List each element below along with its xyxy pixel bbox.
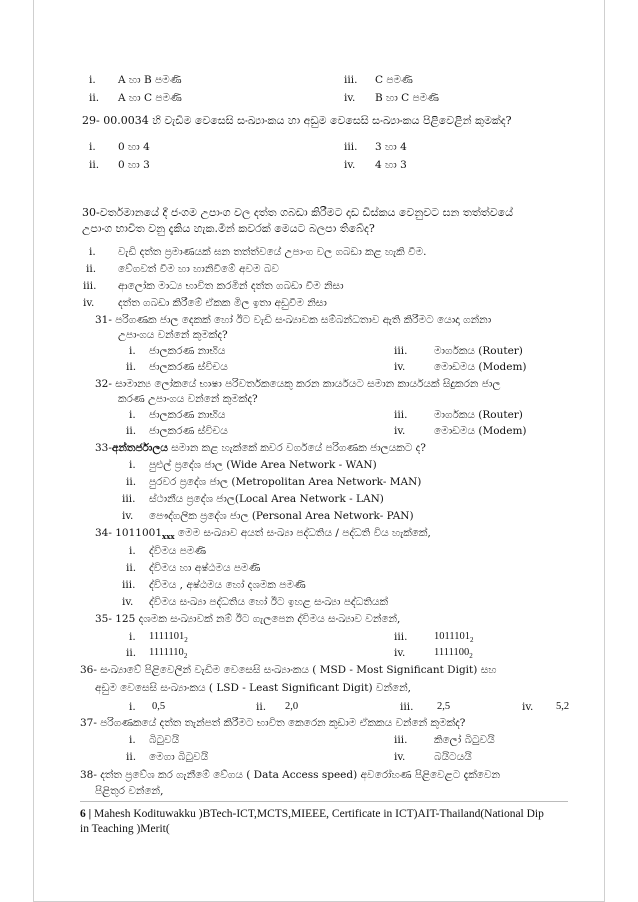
option-value: $1111100_2$ — [434, 647, 473, 661]
option-roman: i. — [129, 701, 136, 713]
option-roman: iii. — [344, 141, 358, 153]
option-roman: iv. — [122, 596, 134, 608]
question-text: 32- සාමාන්‍ය ලෝකයේ භාෂා පරිවර්තකයෙකු කරන කාර්යයට සමාන කාර්යයක් සිදුකරන ජාල — [95, 378, 501, 390]
option-roman: i. — [129, 545, 136, 557]
question-keyword: අන්තර්ජාලය — [111, 442, 168, 454]
option-roman: iv. — [394, 425, 406, 437]
option-roman: i. — [129, 734, 136, 746]
option-roman: iii. — [83, 280, 97, 292]
question-text: 35- 125 දශමක සංඛ්‍යාවක් නම් ඊට ගැලපෙන ද්විමය සංඛ්‍යාව වන්නේ, — [95, 613, 401, 625]
option-roman: iv. — [522, 701, 534, 713]
option-roman: iv. — [394, 751, 406, 763]
question-text — [95, 526, 431, 540]
option-text: ද්විමය , අෂ්ඨමය හෝ දශමක පමණි — [149, 579, 306, 591]
option-text: වැඩි දත්ත ප්‍රමාණයක් ඝන තත්ත්වයේ උපාංග වල ගබඩා කළ හැකි වීම. — [118, 246, 427, 258]
option-text: පුළුල් ප්‍රදේශ ජාල (Wide Area Network - WAN) — [149, 459, 377, 471]
question-rest: සමාන කළ හැක්කේ කවර වර්ගයේ පරිගණක ජාලයකට ද? — [167, 442, 426, 454]
option-text: ජාලකරණ නාභිය — [149, 409, 226, 421]
q28-option-text: A හා C පමණි — [118, 92, 182, 104]
option-roman: iii. — [122, 579, 136, 591]
option-text: 0 හා 3 — [118, 159, 150, 171]
option-roman: i. — [129, 409, 136, 421]
option-roman: iii. — [394, 734, 408, 746]
option-text: 0,5 — [152, 701, 166, 712]
question-rest: මෙම සංඛ්‍යාව අයත් සංඛ්‍යා පද්ධතිය / පද්ධති විය හැක්කේ, — [174, 527, 431, 539]
question-text: උපාංග භාවිත වනු දැකිය හැක.මින් කවරක් මෙයට බලපා තිබේද? — [82, 222, 375, 235]
option-text: ද්විමය සංඛ්‍යා පද්ධතිය හෝ ඊට ඉහළ සංඛ්‍යා පද්ධතියක් — [149, 596, 388, 608]
option-text: මාර්ගකය (Router) — [434, 345, 523, 357]
option-text: පුරවර ප්‍රදේශ ජාල (Metropolitan Area Network- MAN) — [149, 476, 422, 488]
option-roman: iii. — [400, 701, 414, 713]
base-subscript: xxx — [162, 532, 175, 542]
option-roman: i. — [129, 459, 136, 471]
option-text: ජාලකරණ ස්විචය — [149, 361, 228, 373]
question-text: 37- පරිගණකයේ දත්ත තැන්පත් කිරීමට භාවිත කෙරෙන කුඩාම ඒකකය වන්නේ කුමක්ද? — [80, 717, 466, 729]
option-roman: iii. — [394, 409, 408, 421]
option-text: ආලෝක මාධ්‍ය භාවිත කරමින් දත්ත ගබඩා වීම නිසා — [118, 280, 344, 292]
question-text: පිළිතුර වන්නේ, — [95, 785, 164, 797]
q28-option-roman: iii. — [344, 74, 358, 86]
option-roman: iv. — [344, 159, 356, 171]
question-text: 30-වර්තමානයේ දී ජංගම උපාංග වල දත්ත ගබඩා කිරීමට දෘඩ ඩිස්කය වෙනුවට ඝන තත්ත්වයේ — [82, 206, 514, 219]
option-roman: ii. — [126, 476, 137, 488]
option-roman: iii. — [394, 631, 408, 643]
option-roman: iii. — [394, 345, 408, 357]
footer-author-cont: in Teaching )Merit( — [80, 823, 170, 835]
option-text: 5,2 — [556, 701, 570, 712]
option-text: 3 හා 4 — [375, 141, 407, 153]
option-value: $1111101_2$ — [149, 631, 188, 645]
option-roman: i. — [89, 141, 96, 153]
option-text: ද්විමය පමණි — [149, 545, 207, 557]
option-roman: i. — [129, 631, 136, 643]
option-roman: ii. — [126, 361, 137, 373]
option-text: 2,5 — [437, 701, 451, 712]
option-roman: iii. — [122, 493, 136, 505]
option-roman: ii. — [126, 425, 137, 437]
q28-option-roman: i. — [89, 74, 96, 86]
footer-author: Mahesh Kodituwakku )BTech-ICT,MCTS,MIEEE, Certificate in ICT)AIT-Thailand(National Dip — [91, 808, 544, 820]
question-text: 31- පරිගණක ජාල දෙකක් හෝ ඊට වැඩි සංඛ්‍යාවක සම්බන්ධතාව ඇති කිරීමට යොදා ගන්නා — [95, 314, 492, 326]
option-value: $1011101_2$ — [434, 631, 474, 645]
question-text: 36- සංඛ්‍යාවේ පිළිවෙලින් වැඩිම වෙසෙසි සංඛ්‍යාංකය ( MSD - Most Significant Digit) සහ — [80, 664, 497, 676]
option-text: මෙගා බිටුවයි — [149, 751, 209, 763]
option-text: 4 හා 3 — [375, 159, 407, 171]
option-value: $1111110_2$ — [149, 647, 188, 661]
page-number: 6 | — [80, 808, 92, 820]
option-text: මොඩමය (Modem) — [434, 425, 527, 437]
option-text: කිලෝ බිටුවයි — [434, 734, 495, 746]
question-number: 34- 1011001 — [95, 527, 163, 539]
option-roman: ii. — [126, 751, 137, 763]
page-footer — [80, 807, 570, 837]
question-text — [95, 441, 426, 455]
option-roman: iv. — [122, 510, 134, 522]
option-roman: iv. — [394, 647, 406, 659]
option-roman: i. — [129, 345, 136, 357]
question-text: කරණ උපාංගය වන්නේ කුමක්ද? — [118, 393, 258, 405]
option-text: පෞද්ගලික ප්‍රදේශ ජාල (Personal Area Network- PAN) — [149, 510, 414, 522]
question-number: 33- — [95, 442, 112, 454]
q28-option-text: C පමණි — [375, 74, 413, 86]
option-text: 0 හා 4 — [118, 141, 150, 153]
option-roman: ii. — [126, 647, 137, 659]
option-roman: iv. — [394, 361, 406, 373]
option-roman: iv. — [83, 297, 95, 309]
option-text: දත්ත ගබඩා කිරීමේ ඒකක මිල ඉතා අඩුවීම නිසා — [118, 297, 327, 309]
footer-rule — [80, 801, 568, 802]
question-text: 29- 00.0034 හි වැඩිම වෙසෙසි සංඛ්‍යාංකය හා අඩුම වෙසෙසි සංඛ්‍යාංකය පිළිවෙළින් කුමක්ද? — [82, 114, 512, 127]
question-text: උපාංගය වන්නේ කුමක්ද? — [118, 329, 228, 341]
option-text: ජාලකරණ නාභිය — [149, 345, 226, 357]
q28-option-roman: ii. — [89, 92, 100, 104]
q28-option-text: A හා B පමණි — [118, 74, 182, 86]
q28-option-roman: iv. — [344, 92, 356, 104]
option-roman: ii. — [256, 701, 267, 713]
option-roman: ii. — [126, 562, 137, 574]
option-text: බයිටයයි — [434, 751, 472, 763]
option-roman: i. — [89, 246, 96, 258]
q28-option-text: B හා C පමණි — [375, 92, 439, 104]
option-text: බිටුවයි — [149, 734, 180, 746]
option-text: වේගවත් වීම හා හානිවීමේ අවම බව — [118, 263, 279, 275]
option-text: ස්ථානීය ප්‍රදේශ ජාල(Local Area Network - LAN) — [149, 493, 384, 505]
option-text: ජාලකරණ ස්විචය — [149, 425, 228, 437]
option-text: මාර්ගකය (Router) — [434, 409, 523, 421]
option-text: ද්විමය හා අෂ්ඨමය පමණි — [149, 562, 261, 574]
option-text: මොඩමය (Modem) — [434, 361, 527, 373]
option-text: 2,0 — [285, 701, 299, 712]
option-roman: ii. — [86, 263, 97, 275]
question-text: 38- දත්ත ප්‍රවේශ කර ගැනීමේ වේගය ( Data Access speed) අවරෝහණ පිළිවෙළට දැක්වෙන — [80, 769, 501, 781]
option-roman: ii. — [89, 159, 100, 171]
question-text: අඩුම වෙසෙසි සංඛ්‍යාංකය ( LSD - Least Significant Digit) වන්නේ, — [95, 682, 411, 694]
